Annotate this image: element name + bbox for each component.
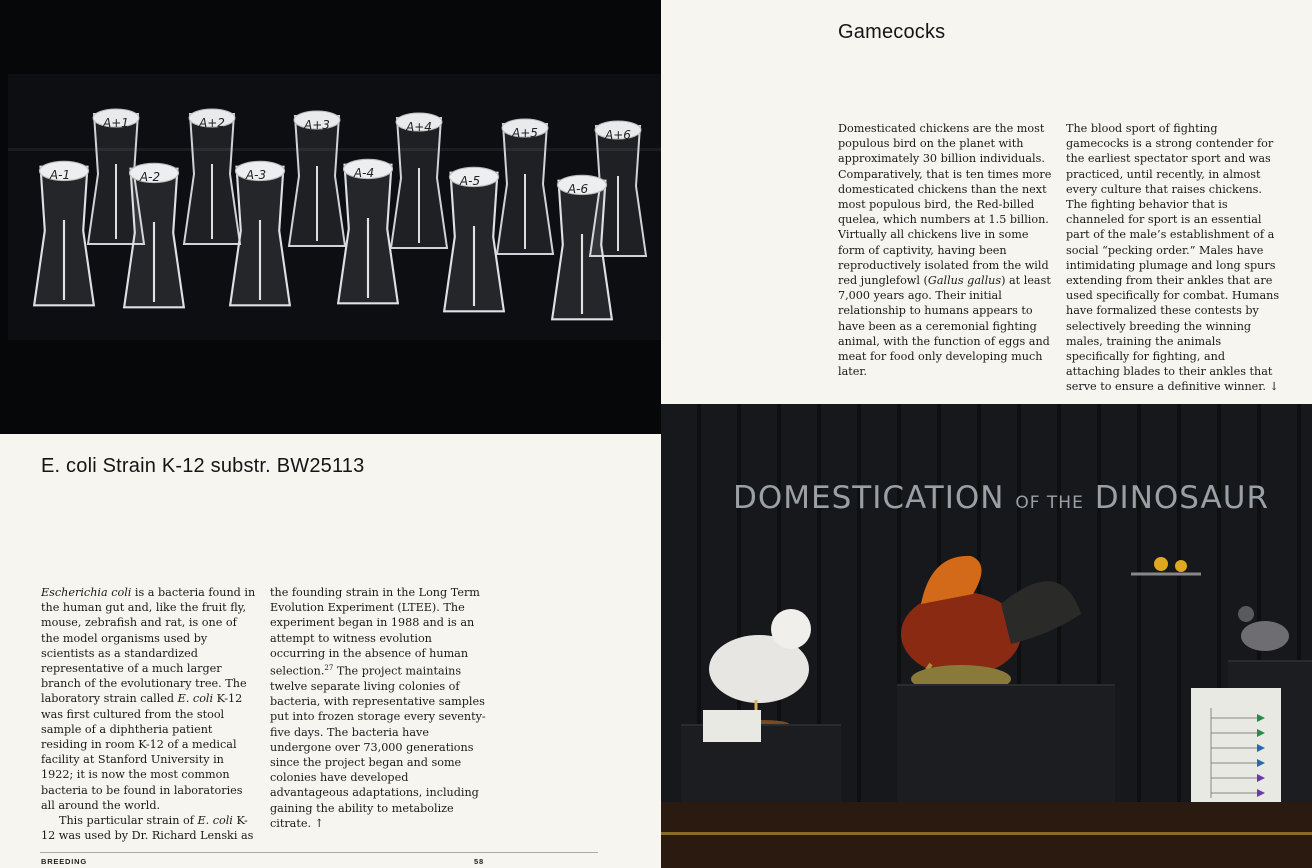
museum-exhibit-photo xyxy=(661,404,1312,868)
left-page-heading: E. coli Strain K-12 substr. BW25113 xyxy=(41,455,365,477)
species-name: Escherichia coli xyxy=(41,586,132,599)
exhibit-title-part: DOMESTICATION xyxy=(733,480,1005,516)
cup-a-minus-1 xyxy=(30,156,98,316)
right-column-1 xyxy=(838,121,1052,379)
species-name: Gallus gallus xyxy=(927,274,1002,288)
exhibit-rail xyxy=(661,832,1312,835)
exhibit-floor xyxy=(661,802,1312,868)
cup-a-minus-2 xyxy=(120,158,188,318)
strain-name: E. coli xyxy=(197,814,233,828)
cup-label: A+2 xyxy=(199,116,225,130)
cup-label: A+1 xyxy=(103,116,129,130)
paragraph xyxy=(41,585,257,813)
footer-rule xyxy=(40,852,598,853)
right-page-heading: Gamecocks xyxy=(838,21,946,43)
exhibit-plinth xyxy=(897,684,1115,806)
exhibit-title-part: DINOSAUR xyxy=(1094,480,1269,516)
text-run: The project maintains twelve separate living colonies of bacteria, with representative samples put into frozen storage every seventy-five days. The bacteria have undergone over 73,000 generations since the project began and some colonies have developed advantageous adaptations, including gaining the ability to metabolize citrate. ↑ xyxy=(270,664,486,830)
phylogeny-chart-card xyxy=(1191,688,1281,812)
section-label: BREEDING xyxy=(41,857,87,866)
text-run: is a bacteria found in the human gut and, like the fruit fly, mouse, zebrafish and rat, is one of the model organisms used by scientists as a standardized representative of a much larger branch of the evolutionary tree. The laboratory strain called xyxy=(41,586,256,706)
cup-label: A-3 xyxy=(245,168,267,182)
paragraph xyxy=(270,585,486,831)
cup-a-minus-4 xyxy=(334,154,402,314)
exhibit-title-part: OF THE xyxy=(1015,493,1084,513)
paragraph xyxy=(838,121,1052,379)
cup-label: A-2 xyxy=(139,170,161,184)
left-column-1 xyxy=(41,585,257,843)
right-column-2 xyxy=(1066,121,1282,395)
text-run: This particular strain of xyxy=(59,814,198,828)
cup-label: A-1 xyxy=(49,168,71,182)
strain-name: E. coli xyxy=(177,692,214,706)
cup-label: A-4 xyxy=(353,166,375,180)
text-run: the founding strain in the Long Term Evolution Experiment (LTEE). The experiment began in 1988 and is an attempt to witness evolution occurring in the absence of human selection. xyxy=(270,586,480,678)
petri-cups-photo xyxy=(0,0,661,434)
cup-label: A-6 xyxy=(567,182,589,196)
exhibit-label-card xyxy=(703,710,761,742)
cup-label: A+6 xyxy=(605,128,631,142)
footnote-marker: 27 xyxy=(324,664,334,673)
text-run: K-12 was used by Dr. Richard Lenski as xyxy=(41,814,254,843)
page-number: 58 xyxy=(474,857,484,866)
cup-label: A+4 xyxy=(406,120,432,134)
phylogeny-tree-icon xyxy=(1191,688,1281,812)
paragraph: The blood sport of fighting gamecocks is a strong contender for the earliest spectator sport and was practiced, until recently, in almost every culture that raises chickens. The fighting behavior that is channeled for sport is an essential part of the male’s establishment of a social “pecking order.” Males have intimidating plumage and long spurs extending from their ankles that are used specifically for combat. Humans have formalized these contests by selectively breeding the winning males, training the animals specifically for fighting, and attaching blades to their ankles that serve to ensure a definitive winner. ↓ xyxy=(1066,122,1280,394)
text-run: K-12 was first cultured from the stool sample of a diphtheria patient residing in room K-12 of a medical facility at Stanford University in 1922; it is now the most common bacteria to be found in laboratories all around the world. xyxy=(41,692,243,812)
cup-label: A+5 xyxy=(512,126,538,140)
cup-label: A-5 xyxy=(459,174,481,188)
text-run: ) at least 7,000 years ago. Their initial relationship to humans appears to have been as a ceremonial fighting animal, with the function of eggs and meat for food only developing much later. xyxy=(838,274,1051,379)
cup-a-minus-6 xyxy=(548,170,616,330)
cup-a-minus-5 xyxy=(440,162,508,322)
paragraph xyxy=(41,813,257,843)
text-run: Domesticated chickens are the most populous bird on the planet with approximately 30 billion individuals. Comparatively, that is ten times more domesticated chickens than the next most populous bird, the Red-billed quelea, which numbers at 1.5 billion. Virtually all chickens live in some form of captivity, having been reproductively isolated from the wild red junglefowl ( xyxy=(838,122,1052,288)
cup-a-minus-3 xyxy=(226,156,294,316)
cup-label: A+3 xyxy=(304,118,330,132)
left-column-2 xyxy=(270,585,486,831)
